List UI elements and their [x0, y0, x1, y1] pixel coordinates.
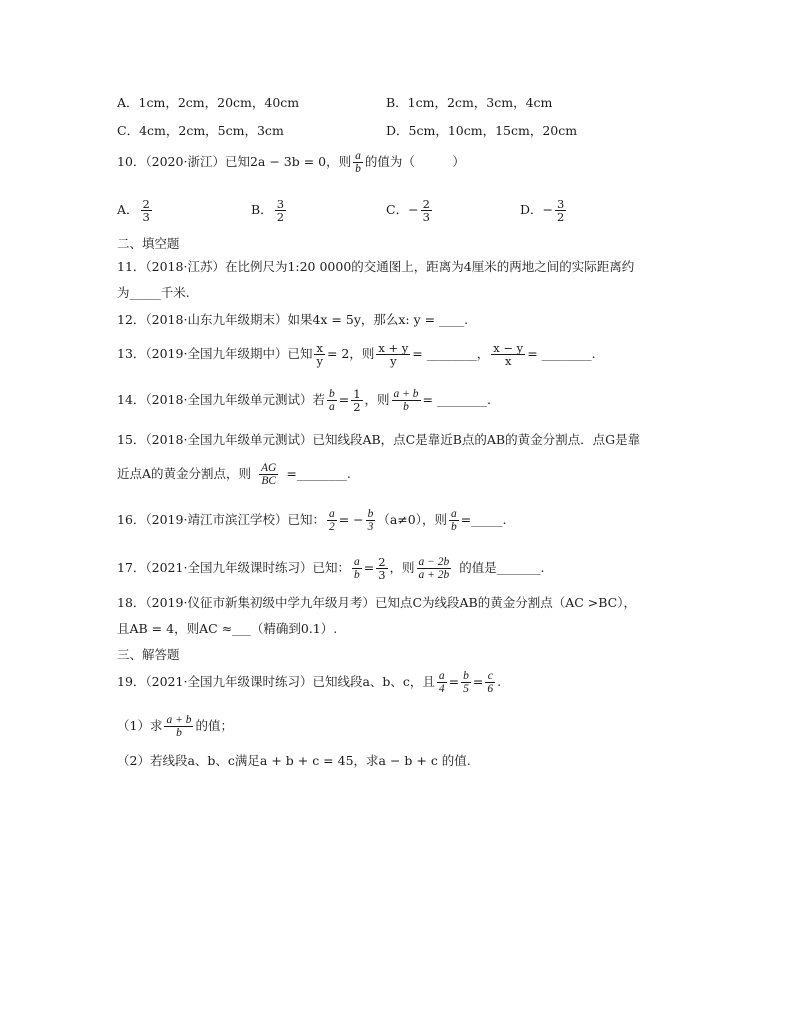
q15-frac: [259, 462, 278, 487]
q13-frac1: [314, 342, 325, 367]
q19-stem: 19．（2021·全国九年级课时练习）已知线段a、b、c，且 $\frac{a}{4}$ = $\frac{b}{5}$ = $\frac{c}{6}$ .: [117, 670, 502, 696]
q10-option-label: C．: [386, 202, 409, 218]
q16-frac1-den: 2: [328, 521, 335, 534]
q17-mid2: ，则: [389, 560, 415, 576]
q19-frac1-den: 4: [438, 683, 445, 696]
q17-frac1-den: b: [353, 569, 360, 582]
q14-frac2-den: 2: [353, 400, 361, 415]
q10-option-a: [117, 198, 154, 223]
q10-option-b: [251, 198, 288, 223]
q16-mid2: （a≠0），则: [377, 512, 448, 528]
q10-option-den: 2: [557, 210, 565, 225]
q10-option-den: 2: [276, 210, 285, 225]
q11-line2: 为_____千米.: [117, 285, 190, 300]
section-answer-heading: 三、解答题: [117, 647, 180, 662]
q13-frac1-num: x: [316, 341, 323, 355]
q10-option-num: 3: [557, 197, 565, 211]
q19-part1-frac-den: b: [176, 727, 182, 740]
q19-frac2-num: b: [463, 670, 469, 682]
q19-part1-end: 的值；: [195, 718, 233, 734]
q16-mid1: = −: [338, 512, 364, 528]
q12: 12．（2018·山东九年级期末）如果4x = 5y，那么x: y = ____.: [117, 312, 469, 327]
q19-part1-frac-num: a + b: [166, 714, 192, 726]
q18-line2: 且AB = 4，则AC ≈___（精确到0.1）.: [117, 621, 338, 636]
q16-frac2-num: b: [367, 508, 374, 520]
q10-prefix: 10．（2020·浙江）已知2a − 3b = 0，则: [117, 154, 352, 170]
q15-end: =________.: [286, 466, 351, 482]
q18-line1: 18．（2019·仪征市新集初级中学九年级月考）已知点C为线段AB的黄金分割点（AC >BC），: [117, 595, 636, 610]
q19-frac3-num: c: [485, 670, 495, 683]
q10-stem: [117, 150, 465, 175]
q9-option-d: D．5cm，10cm，15cm，20cm: [386, 123, 578, 138]
q10-frac-den: b: [355, 163, 361, 176]
q17-frac3-den: a + 2b: [418, 569, 450, 582]
q10-option-label: B．: [251, 202, 273, 218]
q14-frac3-num: a + b: [393, 388, 419, 400]
q14-mid1: =: [338, 392, 350, 408]
q13-frac3: [491, 342, 525, 367]
q10-option-den: 3: [422, 210, 430, 225]
q11-line1: 11．（2018·江苏）在比例尺为1:20 0000的交通图上，距离为4厘米的两地之间的实际距离约: [117, 259, 635, 274]
q13-frac2-num: x + y: [378, 341, 409, 355]
q19-frac2: [461, 670, 471, 695]
q10-frac-num: a: [355, 150, 361, 162]
q13-mid1: = 2，则: [326, 346, 375, 362]
q13-frac3-den: x: [504, 354, 512, 369]
q10-option-label: A．: [117, 202, 139, 218]
q10-option-sign: −: [408, 202, 419, 218]
q17-frac3-num: a − 2b: [418, 556, 450, 568]
q10-option-label: D．: [520, 202, 543, 218]
q13-prefix: 13．（2019·全国九年级期中）已知: [117, 346, 313, 362]
q17-frac2-den: 3: [378, 568, 386, 583]
q15-line2: [117, 462, 351, 487]
q17: [117, 556, 545, 581]
q15-frac-den: BC: [261, 475, 277, 488]
q16-frac2: [366, 508, 376, 533]
q19-part1-prefix: （1）求: [117, 718, 163, 734]
q16-frac2-den: 3: [367, 521, 374, 534]
section-fill-blank-heading: 二、填空题: [117, 236, 180, 251]
q14-frac2: [351, 388, 362, 413]
q9-option-b: B．1cm，2cm，3cm，4cm: [386, 95, 553, 110]
q10-option-d: [520, 198, 568, 223]
q19-frac3-den: 6: [487, 683, 494, 696]
q16-frac1: [327, 508, 337, 533]
q16-frac3: [449, 508, 459, 533]
q14-frac1-num: b: [328, 388, 335, 400]
q19-frac2-den: 5: [463, 683, 469, 696]
q19-end: .: [497, 674, 502, 690]
q10-option-num: 2: [142, 197, 150, 211]
q14-frac2-num: 1: [353, 387, 361, 401]
q17-prefix: 17．（2021·全国九年级课时练习）已知：: [117, 560, 350, 576]
q17-mid1: =: [363, 560, 375, 576]
q19-frac1-num: a: [438, 670, 445, 682]
q13-frac3-num: x − y: [493, 341, 524, 355]
q16-prefix: 16．（2019·靖江市滨江学校）已知：: [117, 512, 325, 528]
q13-frac2-den: y: [390, 354, 397, 369]
q19-frac3: [485, 670, 495, 695]
q17-frac1: [352, 556, 362, 581]
q14-prefix: 14．（2018·全国九年级单元测试）若: [117, 392, 325, 408]
q9-option-c: C．4cm，2cm，5cm，3cm: [117, 123, 284, 138]
q13-mid2: = ________，: [412, 346, 490, 362]
q14-mid2: ，则: [364, 392, 390, 408]
q10-option-c: [386, 198, 434, 223]
q17-frac2: [376, 556, 387, 581]
q15-prefix: 近点A的黄金分割点，则: [117, 466, 252, 482]
q14-frac1: [327, 388, 337, 413]
q19-part2: （2）若线段a、b、c满足a + b + c = 45，求a − b + c 的值.: [117, 753, 471, 768]
q13-end: = ________.: [527, 346, 596, 362]
q19-prefix: 19．（2021·全国九年级课时练习）已知线段a、b、c，且: [117, 674, 435, 690]
q16-frac3-num: a: [451, 508, 457, 520]
q17-end: 的值是_______.: [459, 560, 545, 576]
q10-suffix: 的值为（ ）: [364, 154, 465, 170]
q16: [117, 508, 506, 533]
q13: [117, 342, 596, 367]
q10-option-num: 2: [422, 197, 430, 211]
q14-end: = ________.: [422, 392, 491, 408]
q15-line1: 15．（2018·全国九年级单元测试）已知线段AB，点C是靠近B点的AB的黄金分割点．点G是靠: [117, 432, 641, 447]
q16-end: =_____.: [460, 512, 507, 528]
q10-option-den: 3: [142, 210, 150, 225]
q10-option-sign: −: [542, 202, 554, 218]
q14-frac3: [392, 388, 421, 413]
q16-frac3-den: b: [451, 521, 457, 534]
q17-frac1-num: a: [353, 556, 360, 568]
q16-frac1-num: a: [328, 508, 335, 520]
q9-option-a: A．1cm，2cm，20cm，40cm: [117, 95, 300, 110]
q14-frac1-den: a: [328, 401, 335, 414]
q17-frac3: [417, 556, 452, 581]
q13-frac2: [376, 342, 410, 367]
q13-frac1-den: y: [316, 354, 323, 369]
q19-part1: [117, 714, 233, 739]
q19-frac1: [437, 670, 447, 695]
q14: [117, 388, 491, 413]
q14-frac3-den: b: [403, 401, 409, 414]
q15-frac-num: AG: [261, 462, 277, 474]
q10-fraction: [353, 150, 363, 175]
q19-part1-frac: [164, 714, 193, 739]
q10-option-num: 3: [276, 197, 285, 211]
q17-frac2-num: 2: [378, 555, 386, 569]
